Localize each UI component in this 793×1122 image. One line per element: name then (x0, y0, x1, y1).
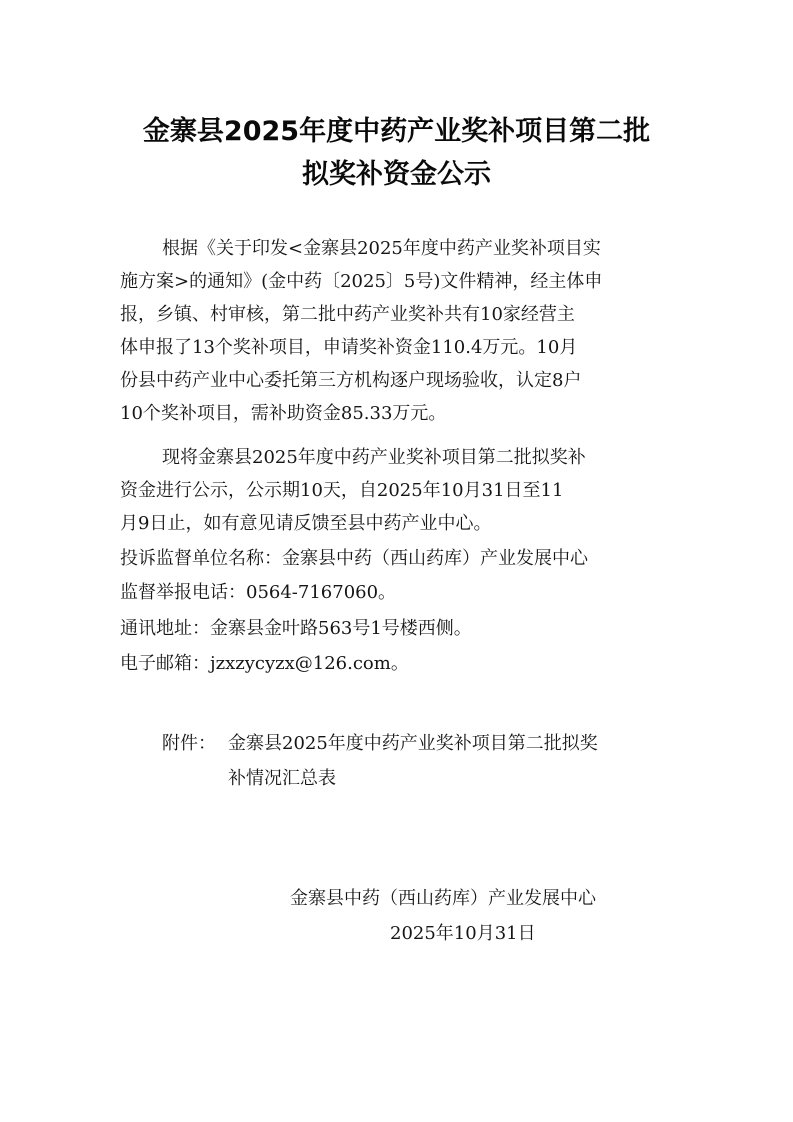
paragraph1-line-4: 体申报了13个奖补项目，申请奖补资金110.4万元。10月 (120, 337, 578, 358)
address-line: 通讯地址：金寨县金叶路563号1号楼西侧。 (120, 618, 472, 639)
document-title-line-2: 拟奖补资金公示 (302, 159, 491, 190)
paragraph1-line-6: 10个奖补项目，需补助资金85.33万元。 (120, 403, 447, 424)
signature-organization: 金寨县中药（西山药库）产业发展中心 (290, 888, 596, 909)
signature-date: 2025年10月31日 (390, 923, 536, 944)
complaint-unit-line: 投诉监督单位名称：金寨县中药（西山药库）产业发展中心 (120, 548, 588, 569)
document-title-line-1: 金寨县2025年度中药产业奖补项目第二批 (142, 116, 651, 147)
paragraph2-line-1: 现将金寨县2025年度中药产业奖补项目第二批拟奖补 (162, 447, 586, 468)
paragraph1-line-3: 报，乡镇、村审核，第二批中药产业奖补共有10家经营主 (120, 304, 575, 325)
paragraph2-line-2: 资金进行公示，公示期10天，自2025年10月31日至11 (120, 480, 564, 501)
paragraph1-line-2: 施方案>的通知》(金中药〔2025〕5号)文件精神，经主体申 (120, 271, 603, 292)
paragraph1-line-1: 根据《关于印发<金寨县2025年度中药产业奖补项目实 (162, 238, 601, 259)
paragraph1-line-5: 份县中药产业中心委托第三方机构逐户现场验收，认定8户 (120, 370, 582, 391)
attachment-line-1: 金寨县2025年度中药产业奖补项目第二批拟奖 (228, 733, 598, 754)
attachment-label: 附件： (162, 733, 216, 754)
paragraph2-line-3: 月9日止，如有意见请反馈至县中药产业中心。 (120, 513, 492, 534)
attachment-line-2: 补情况汇总表 (228, 768, 336, 789)
email-line: 电子邮箱：jzxzycyzx@126.com。 (120, 653, 409, 674)
report-phone-line: 监督举报电话：0564-7167060。 (120, 582, 397, 603)
